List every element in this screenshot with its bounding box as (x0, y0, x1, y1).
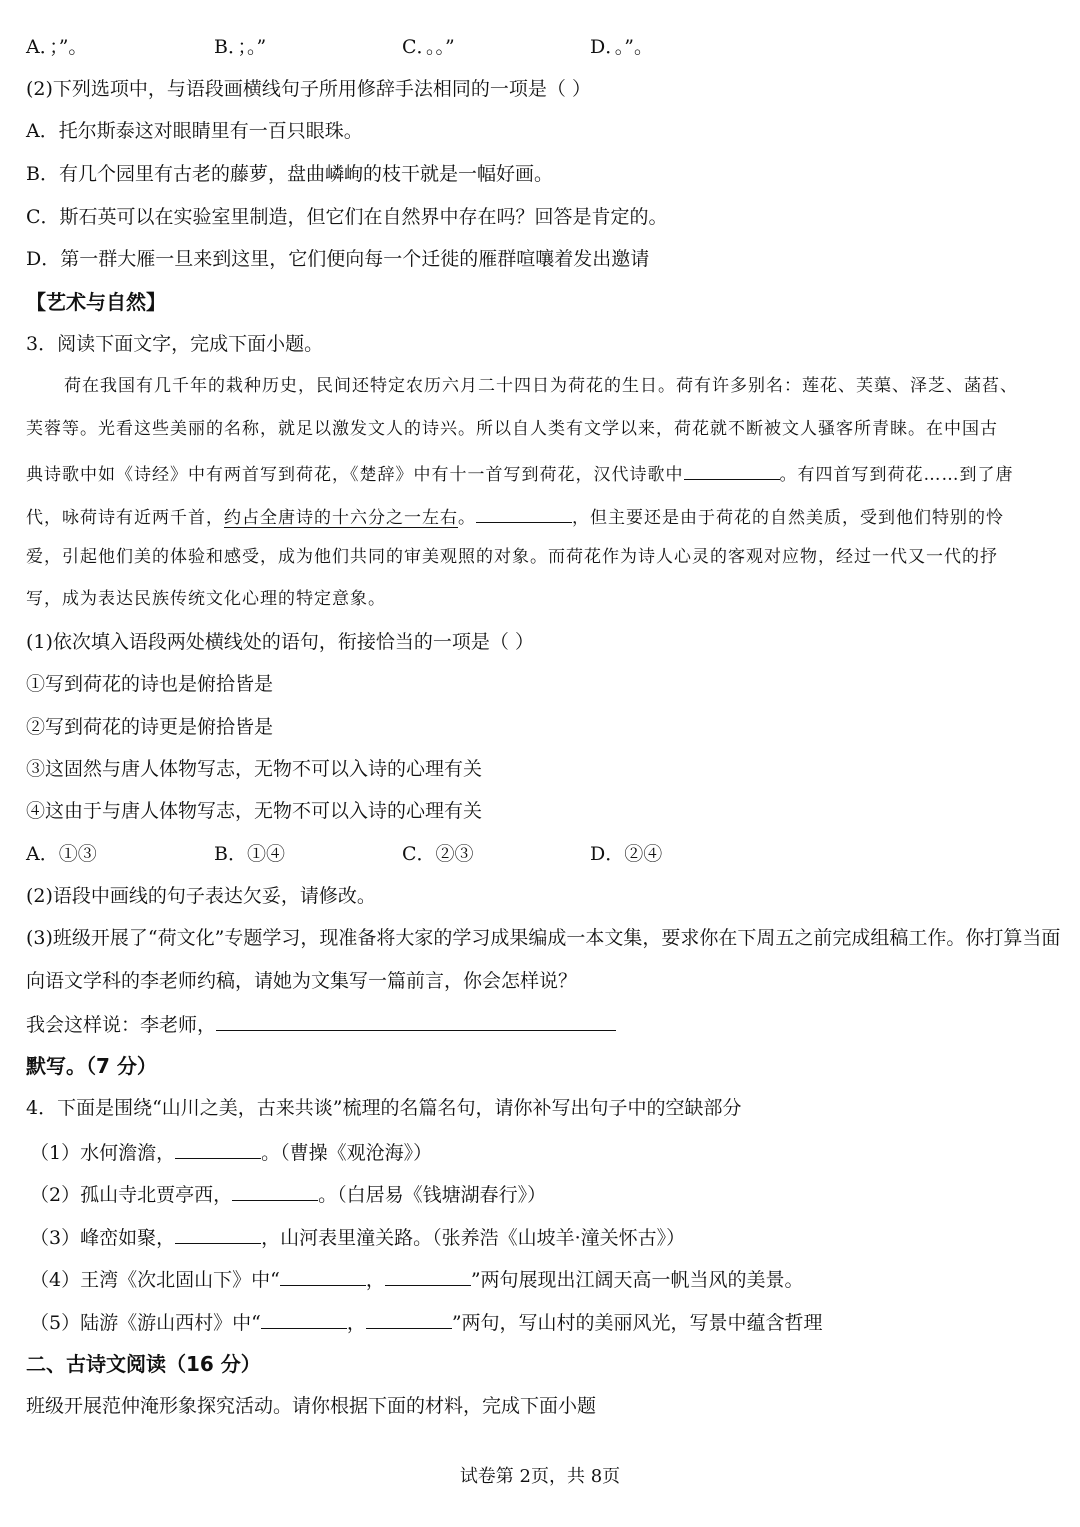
page-footer: 试卷第 2页，共 8页 (459, 1466, 621, 1487)
q3-sub1-statement-4: ④这由于与唐人体物写志，无物不可以入诗的心理有关 (26, 800, 483, 822)
item-text: 。（曹操《观沧海》） (261, 1142, 433, 1164)
section-two-heading: 二、古诗文阅读（16 分） (26, 1352, 261, 1376)
q3-sub1-choices (26, 845, 1056, 864)
answer-blank[interactable] (216, 1014, 616, 1031)
item-blank[interactable] (366, 1312, 452, 1329)
item-text: （4）王湾《次北固山下》中“ (30, 1269, 280, 1291)
q4-item-5 (30, 1312, 1056, 1333)
item-blank[interactable] (175, 1227, 261, 1244)
q3-passage-line-6: 写，成为表达民族传统文化心理的特定意象。 (26, 589, 386, 609)
item-text: ”两句展现出江阔天高一帆当风的美景。 (470, 1269, 804, 1291)
passage-text: 典诗歌中如《诗经》中有两首写到荷花，《楚辞》中有十一首写到荷花，汉代诗歌中 (26, 465, 684, 485)
option-c: C．②③ (402, 843, 474, 865)
q4-item-2 (30, 1184, 1056, 1205)
item-text: ， (365, 1269, 385, 1291)
section-dictation: 默写。（7 分） (26, 1054, 157, 1078)
item-text: （2）孤山寺北贾亭西， (30, 1184, 233, 1206)
item-blank[interactable] (232, 1184, 318, 1201)
q3-sub3-line-2: 向语文学科的李老师约稿，请她为文集写一篇前言，你会怎样说？ (26, 970, 578, 992)
option-b: B．；。” (214, 36, 267, 58)
q2-sub2-option-b: B．有几个园里有古老的藤萝，盘曲嶙峋的枝干就是一幅好画。 (26, 163, 553, 185)
q4-item-1 (30, 1142, 1056, 1163)
passage-blank-1[interactable] (684, 463, 780, 480)
item-text: （5）陆游《游山西村》中“ (30, 1312, 261, 1334)
q3-sub1-stem: (1)依次填入语段两处横线处的语句，衔接恰当的一项是（ ） (26, 631, 534, 653)
item-text: （3）峰峦如聚， (30, 1227, 176, 1249)
q3-title: 3．阅读下面文字，完成下面小题。 (26, 333, 324, 355)
q3-sub3-answer (26, 1014, 1056, 1035)
item-blank[interactable] (261, 1312, 347, 1329)
item-text: （1）水何澹澹， (30, 1142, 176, 1164)
section-art-nature: 【艺术与自然】 (26, 290, 166, 314)
underlined-sentence: 约占全唐诗的十六分之一左右 (224, 508, 458, 528)
option-d: D．②④ (590, 843, 663, 865)
section-two-intro: 班级开展范仲淹形象探究活动。请你根据下面的材料，完成下面小题 (26, 1395, 597, 1417)
item-text: ， (346, 1312, 366, 1334)
q2-sub2-option-d: D．第一群大雁一旦来到这里，它们便向每一个迁徙的雁群喧嚷着发出邀请 (26, 248, 650, 270)
q2-sub2-stem: (2)下列选项中，与语段画横线句子所用修辞手法相同的一项是（ ） (26, 78, 591, 100)
q3-sub1-statement-1: ①写到荷花的诗也是俯拾皆是 (26, 673, 274, 695)
option-a: A．；”。 (26, 36, 88, 58)
item-text: 。（白居易《钱塘湖春行》） (318, 1184, 547, 1206)
option-d: D．。”。 (590, 36, 653, 58)
item-text: ”两句，写山村的美丽风光，写景中蕴含哲理 (451, 1312, 823, 1334)
answer-prefix: 我会这样说：李老师， (26, 1014, 217, 1036)
q3-passage-line-2: 芙蓉等。光看这些美丽的名称，就足以激发文人的诗兴。所以自人类有文学以来，荷花就不断被文人骚客所青睐。在中国古 (26, 419, 998, 439)
option-b: B．①④ (214, 843, 285, 865)
q2-sub2-option-c: C．斯石英可以在实验室里制造，但它们在自然界中存在吗？回答是肯定的。 (26, 206, 668, 228)
passage-blank-2[interactable] (476, 506, 572, 523)
q2-sub1-options (26, 38, 1056, 57)
passage-text: 。有四首写到荷花……到了唐 (779, 465, 1014, 485)
q2-sub2-option-a: A．托尔斯泰这对眼睛里有一百只眼珠。 (26, 120, 363, 142)
q3-sub2: (2)语段中画线的句子表达欠妥，请修改。 (26, 885, 376, 907)
q3-sub1-statement-3: ③这固然与唐人体物写志，无物不可以入诗的心理有关 (26, 758, 483, 780)
item-blank[interactable] (280, 1269, 366, 1286)
passage-text: ，但主要还是由于荷花的自然美质，受到他们特别的怜 (572, 508, 1004, 528)
q3-sub1-statement-2: ②写到荷花的诗更是俯拾皆是 (26, 716, 274, 738)
q3-passage-line-1: 荷在我国有几千年的栽种历史，民间还特定农历六月二十四日为荷花的生日。荷有许多别名：莲花、芙蕖、泽芝、菡萏、 (64, 376, 1018, 396)
q3-sub3-line-1: (3)班级开展了“荷文化”专题学习，现准备将大家的学习成果编成一本文集，要求你在下周五之前完成组稿工作。你打算当面 (26, 927, 1061, 949)
option-a: A．①③ (26, 843, 97, 865)
option-c: C．。。” (402, 36, 455, 58)
q3-passage-line-5: 爱，引起他们美的体验和感受，成为他们共同的审美观照的对象。而荷花作为诗人心灵的客观对应物，经过一代又一代的抒 (26, 547, 998, 567)
q4-item-3 (30, 1227, 1056, 1248)
item-blank[interactable] (175, 1142, 261, 1159)
item-text: ，山河表里潼关路。（张养浩《山坡羊·潼关怀古》） (261, 1227, 686, 1249)
q3-passage-line-4 (26, 506, 1056, 527)
passage-text: 代，咏荷诗有近两千首， (26, 508, 224, 528)
q4-title: 4．下面是围绕“山川之美，古来共谈”梳理的名篇名句，请你补写出句子中的空缺部分 (26, 1097, 742, 1119)
item-blank[interactable] (385, 1269, 471, 1286)
q3-passage-line-3 (26, 463, 1056, 484)
q4-item-4 (30, 1269, 1056, 1290)
passage-text: 。 (458, 508, 476, 528)
